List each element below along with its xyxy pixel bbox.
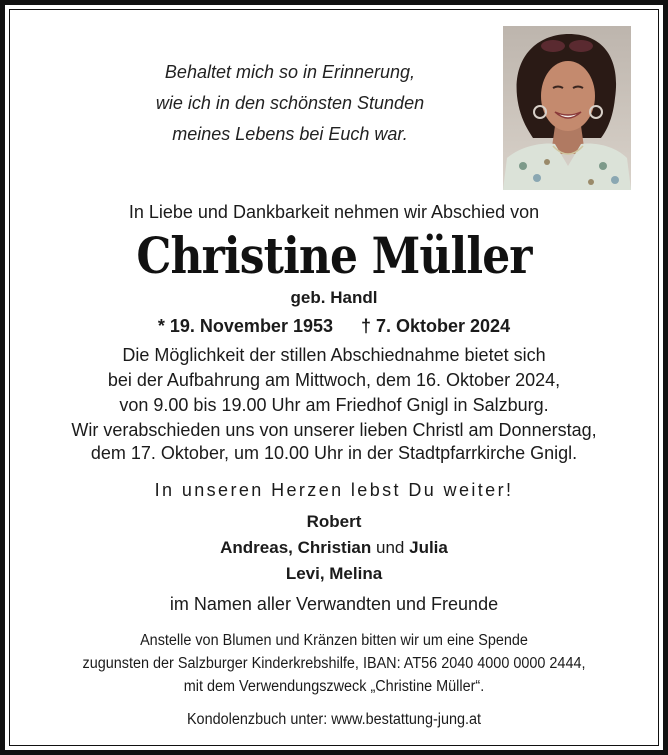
mourner-and: und [376,538,405,557]
mourner-relatives: im Namen aller Verwandten und Freunde [169,594,499,614]
farewell-line-4: Wir verabschieden uns von unserer lieben Christl am Donnerstag, [71,420,597,440]
portrait-illustration [503,26,631,190]
donation-line-2: zugunsten der Salzburger Kinderkrebshilfe, IBAN: AT56 2040 4000 0000 2444, [82,655,586,672]
quote-line-2: wie ich in den schönsten Stunden [155,93,425,113]
mourner-names: Andreas, Christian [220,538,372,557]
life-dates [0,316,668,337]
mourner-line-2 [0,538,668,558]
quote-line-3: meines Lebens bei Euch war. [172,124,408,144]
farewell-line-5: dem 17. Oktober, um 10.00 Uhr in der Stadtpfarrkirche Gnigl. [90,443,578,463]
mourner-grandchildren: Levi, Melina [285,564,383,583]
donation-line-1: Anstelle von Blumen und Kränzen bitten wir um eine Spende [140,632,528,649]
maiden-name: geb. Handl [290,288,378,307]
birth-date: * 19. November 1953 [157,316,333,336]
mourner-robert: Robert [306,512,362,531]
quote-line-1: Behaltet mich so in Erinnerung, [164,62,416,82]
mourner-julia: Julia [409,538,448,557]
farewell-line-1: Die Möglichkeit der stillen Abschiednahme bietet sich [122,345,546,365]
motto: In unseren Herzen lebst Du weiter! [154,480,514,500]
portrait-photo [503,26,631,190]
death-date: † 7. Oktober 2024 [361,316,511,336]
deceased-name: Christine Müller [136,226,532,285]
intro-text: In Liebe und Dankbarkeit nehmen wir Abschied von [128,202,540,222]
donation-line-3: mit dem Verwendungszweck „Christine Müller“. [183,678,485,695]
farewell-line-2: bei der Aufbahrung am Mittwoch, dem 16. Oktober 2024, [107,370,561,390]
condolence-link[interactable]: Kondolenzbuch unter: www.bestattung-jung.at [186,711,482,728]
farewell-line-3: von 9.00 bis 19.00 Uhr am Friedhof Gnigl in Salzburg. [119,395,549,415]
